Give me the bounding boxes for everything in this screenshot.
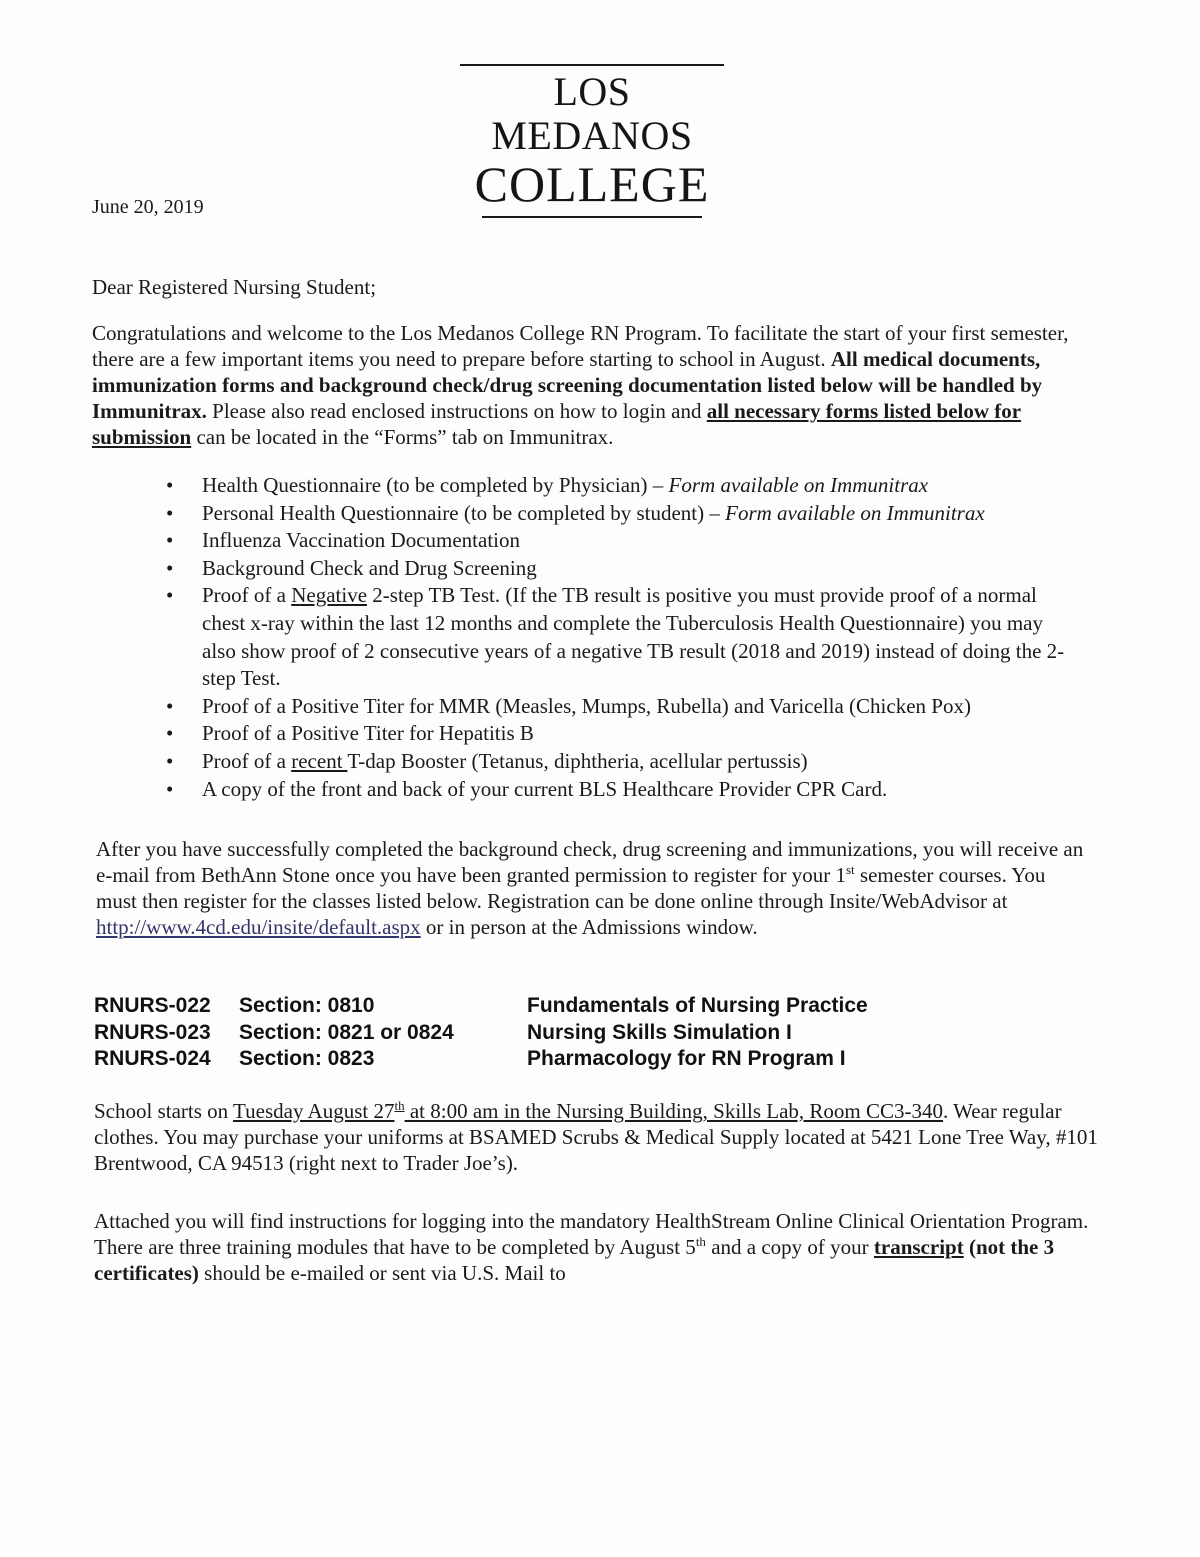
item-italic: Form available on Immunitrax <box>725 500 985 525</box>
course-code: RNURS-022 <box>94 994 211 1017</box>
salutation: Dear Registered Nursing Student; <box>92 275 377 299</box>
intro-paragraph <box>92 320 1092 450</box>
list-item <box>166 748 1072 776</box>
school-location-underlined: at 8:00 am in the Nursing Building, Skills Lab, Room CC3-340 <box>404 1099 944 1123</box>
item-italic: Form available on Immunitrax <box>668 473 929 497</box>
item-text: T-dap Booster (Tetanus, diphtheria, acellular pertussis) <box>347 748 808 773</box>
course-title: Pharmacology for RN Program I <box>527 1047 846 1070</box>
list-item <box>166 555 1072 583</box>
intro-bold-underline: all necessary forms listed below for submission <box>92 399 1022 449</box>
orientation-bold: (not the 3 certificates) <box>94 1235 1055 1285</box>
school-text-a: School starts on <box>94 1099 234 1123</box>
list-item <box>166 472 1072 500</box>
bullet: • <box>166 693 174 718</box>
course-section: Section: 0821 or 0824 <box>239 1020 454 1044</box>
logo-bottom-rule <box>482 216 702 218</box>
item-text: Proof of a Positive Titer for Hepatitis B <box>202 721 534 746</box>
course-list <box>94 993 868 1073</box>
item-text: Influenza Vaccination Documentation <box>202 528 520 553</box>
item-text: Background Check and Drug Screening <box>202 555 537 580</box>
intro-bold: All medical documents, immunization forms and background check/drug screening documentation listed below will be handled by Immunitrax. <box>92 347 1043 423</box>
list-item <box>166 582 1072 692</box>
registration-text-b: semester courses. You must then register for the classes listed below. Registration can be done online through Insite/WebAdvisor at <box>96 863 1046 913</box>
item-text: A copy of the front and back of your current BLS Healthcare Provider CPR Card. <box>202 776 888 801</box>
letter-date: June 20, 2019 <box>92 196 204 218</box>
logo-line2: COLLEGE <box>474 156 710 212</box>
item-text: Proof of a <box>202 583 292 608</box>
bullet: • <box>166 748 174 773</box>
item-text: 2-step TB Test. (If the TB result is positive you must provide proof of a normal chest x-ray within the last 12 months and complete the Tuberculosis Health Questionnaire) you may also show proof of 2 consecutive years of a negative TB result (2018 and 2019) instead of doing the 2-step Test. <box>202 583 1065 691</box>
registration-text-a: After you have successfully completed the background check, drug screening and immunizations, you will receive an e-mail from BethAnn Stone once you have been granted permission to register for your 1 <box>96 837 1084 887</box>
orientation-text-b: and a copy of your <box>705 1235 874 1259</box>
orientation-paragraph <box>94 1208 1094 1286</box>
superscript: th <box>695 1234 706 1249</box>
item-text: Personal Health Questionnaire (to be completed by student) – <box>202 500 726 525</box>
registration-text-c: or in person at the Admissions window. <box>420 915 758 939</box>
school-start-paragraph <box>94 1098 1104 1176</box>
list-item <box>166 720 1072 748</box>
superscript: th <box>394 1098 405 1113</box>
college-logo <box>456 64 728 218</box>
orientation-text-c: should be e-mailed or sent via U.S. Mail to <box>198 1261 566 1285</box>
bullet: • <box>166 583 174 608</box>
intro-text-e: can be located in the “Forms” tab on Immunitrax. <box>191 425 614 449</box>
table-row <box>94 993 868 1020</box>
transcript-bold-underline: transcript <box>873 1235 964 1259</box>
bullet: • <box>166 555 174 580</box>
list-item <box>166 527 1072 555</box>
bullet: • <box>166 776 174 801</box>
school-text-b: . Wear regular clothes. You may purchase your uniforms at BSAMED Scrubs & Medical Supply located at 5421 Lone Tree Way, #101 Brentwood, CA 94513 (right next to Trader Joe’s). <box>94 1099 1098 1175</box>
registration-paragraph <box>96 836 1086 940</box>
item-text: Proof of a <box>202 748 292 773</box>
bullet: • <box>166 721 174 746</box>
list-item <box>166 500 1072 528</box>
item-underlined: recent <box>291 748 348 773</box>
superscript: st <box>845 862 855 877</box>
course-title: Fundamentals of Nursing Practice <box>527 994 868 1017</box>
course-code: RNURS-024 <box>94 1047 211 1070</box>
course-title: Nursing Skills Simulation I <box>527 1020 792 1044</box>
insite-link[interactable]: http://www.4cd.edu/insite/default.aspx <box>96 915 421 939</box>
bullet: • <box>166 500 174 525</box>
item-text: Proof of a Positive Titer for MMR (Measles, Mumps, Rubella) and Varicella (Chicken Pox) <box>202 693 971 718</box>
table-row <box>94 1020 868 1047</box>
bullet: • <box>166 473 174 497</box>
intro-text-a: Congratulations and welcome to the Los Medanos College RN Program. To facilitate the start of your first semester, there are a few important items you need to prepare before starting to school in August. <box>92 321 1069 371</box>
table-row <box>94 1046 868 1073</box>
list-item <box>166 693 1072 721</box>
list-item <box>166 776 1072 804</box>
bullet: • <box>166 528 174 553</box>
course-section: Section: 0810 <box>239 994 375 1017</box>
course-code: RNURS-023 <box>94 1020 211 1044</box>
course-section: Section: 0823 <box>239 1047 375 1070</box>
item-underlined: Negative <box>291 583 368 608</box>
orientation-text-a: Attached you will find instructions for logging into the mandatory HealthStream Online Clinical Orientation Program. There are three training modules that have to be completed by August 5 <box>94 1209 1089 1259</box>
logo-line1: LOS MEDANOS <box>491 69 693 158</box>
item-text: Health Questionnaire (to be completed by Physician) – <box>202 473 669 497</box>
school-date-underlined: Tuesday August 27 <box>233 1099 395 1123</box>
requirements-list <box>166 472 1072 803</box>
intro-text-c: Please also read enclosed instructions on how to login and <box>206 399 707 423</box>
